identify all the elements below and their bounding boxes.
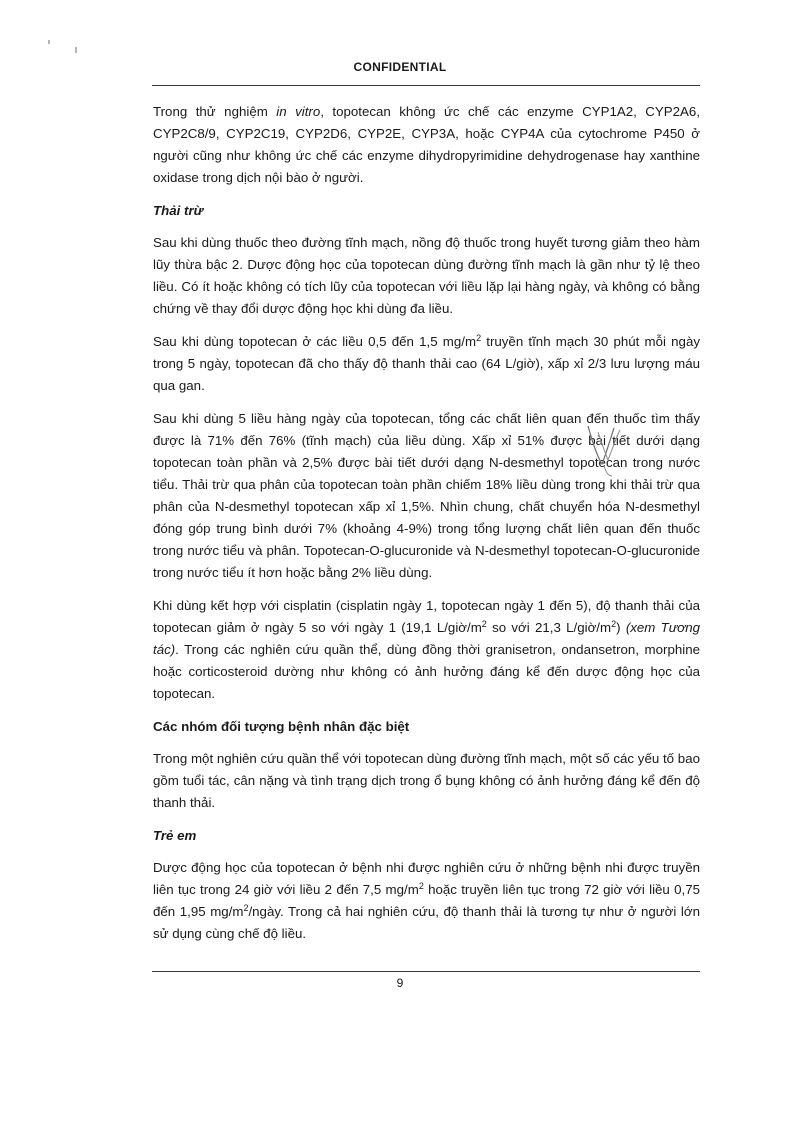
scan-artifact (48, 40, 50, 44)
paragraph-cisplatin: Khi dùng kết hợp với cisplatin (cisplatin ngày 1, topotecan ngày 1 đến 5), độ thanh thải của topotecan giảm ở ngày 5 so với ngày 1 (19,1 $L/giờ/m^2$ so với 21,3 $L/giờ/m^2$) (xem Tương tác). Trong các nghiên cứu quần thể, dùng đồng thời granisetron, ondansetron, morphine hoặc corticosteroid dường như không có ảnh hưởng đáng kể đến dược động học của topotecan. (153, 598, 701, 701)
heading-tre-em: Trẻ em (153, 828, 197, 843)
document-body (153, 101, 700, 956)
paragraph-in-vitro: Trong thử nghiệm in vitro, topotecan không ức chế các enzyme CYP1A2, CYP2A6, CYP2C8/9, CYP2C19, CYP2D6, CYP2E, CYP3A, hoặc CYP4A của cytochrome P450 ở người cũng như không ức chế các enzyme dihydropyrimidine dehydrogenase hay xanthine oxidase trong dịch nội bào ở người. (153, 104, 700, 185)
footer-rule (152, 971, 700, 972)
confidential-header: CONFIDENTIAL (353, 60, 447, 74)
handwritten-initials-mark (582, 420, 632, 480)
header-rule (152, 85, 700, 86)
paragraph-clearance: Sau khi dùng topotecan ở các liều 0,5 đến 1,5 $mg/m^2$ truyền tĩnh mạch 30 phút mỗi ngày trong 5 ngày, topotecan đã cho thấy độ thanh thải cao (64 L/giờ), xấp xỉ 2/3 lưu lượng máu qua gan. (153, 333, 700, 393)
paragraph-population-study: Trong một nghiên cứu quần thể với topotecan dùng đường tĩnh mạch, một số các yếu tố bao gồm tuổi tác, cân nặng và tình trạng dịch trong ổ bụng không có ảnh hưởng đáng kể đến độ thanh thải. (153, 751, 700, 810)
scan-artifact (75, 47, 77, 53)
heading-thai-tru: Thải trừ (153, 203, 204, 218)
paragraph-elimination-intro: Sau khi dùng thuốc theo đường tĩnh mạch, nồng độ thuốc trong huyết tương giảm theo hàm lũy thừa bậc 2. Dược động học của topotecan dùng đường tĩnh mạch là gần như tỷ lệ theo liều. Có ít hoặc không có tích lũy của topotecan với liều lặp lại hàng ngày, và không có bằng chứng về thay đổi dược động học khi dùng đa liều. (153, 235, 700, 316)
page-number: 9 (396, 976, 404, 990)
heading-special-populations: Các nhóm đối tượng bệnh nhân đặc biệt (153, 719, 410, 734)
paragraph-pediatric: Dược động học của topotecan ở bệnh nhi được nghiên cứu ở những bệnh nhi được truyền liên tục trong 24 giờ với liều 2 đến 7,5 $mg/m^2$ hoặc truyền liên tục trong 72 giờ với liều 0,75 đến 1,95 $mg/m^2$/ngày. Trong cả hai nghiên cứu, độ thanh thải là tương tự như ở người lớn sử dụng cùng chế độ liều. (153, 860, 700, 941)
paragraph-excretion: Sau khi dùng 5 liều hàng ngày của topotecan, tổng các chất liên quan đến thuốc tìm thấy được là 71% đến 76% (tĩnh mạch) của liều dùng. Xấp xỉ 51% được bài tiết dưới dạng topotecan toàn phần và 2,5% được bài tiết dưới dạng N-desmethyl topotecan trong nước tiểu. Thải trừ qua phân của topotecan toàn phần chiếm 18% liều dùng trong khi thải trừ qua phân của N-desmethyl topotecan xấp xỉ 1,5%. Nhìn chung, chất chuyển hóa N-desmethyl đóng góp trung bình dưới 7% (khoảng 4-9%) trong tổng lượng chất liên quan đến thuốc trong nước tiểu và phân. Topotecan-O-glucuronide và N-desmethyl topotecan-O-glucuronide trong nước tiểu ít hơn hoặc bằng 2% liều dùng. (153, 411, 700, 580)
